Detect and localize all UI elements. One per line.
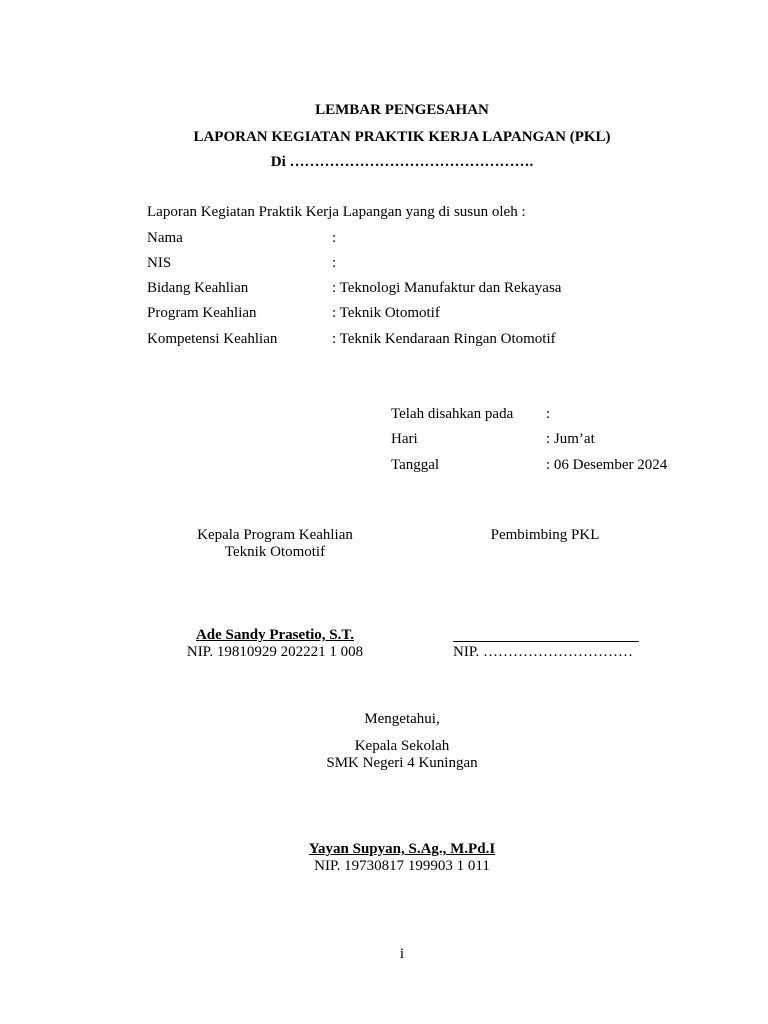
left-signer-nip: NIP. 19810929 202221 1 008 (186, 644, 364, 660)
page-subtitle: LAPORAN KEGIATAN PRAKTIK KERJA LAPANGAN (PKL) (193, 129, 611, 145)
approval-value: : (546, 406, 551, 422)
right-signature-role (440, 527, 650, 544)
approval-label: Tanggal (391, 457, 440, 473)
left-signature-role (155, 527, 395, 561)
head-role-line1: Kepala Sekolah (354, 738, 450, 754)
right-role-line: Pembimbing PKL (490, 527, 600, 543)
page-title: LEMBAR PENGESAHAN (315, 102, 489, 118)
identity-label: NIS (147, 255, 172, 271)
identity-value: : (332, 255, 337, 271)
approval-value: : 06 Desember 2024 (546, 457, 668, 473)
head-signature-name-block (252, 841, 552, 875)
identity-value: : Teknik Otomotif (332, 305, 440, 321)
right-signer-name-blank (453, 627, 639, 642)
head-signer-nip: NIP. 19730817 199903 1 011 (314, 858, 490, 874)
approval-label: Telah disahkan pada (391, 406, 514, 422)
identity-label: Kompetensi Keahlian (147, 331, 278, 347)
left-signer-name: Ade Sandy Prasetio, S.T. (195, 627, 355, 643)
identity-value: : Teknologi Manufaktur dan Rekayasa (332, 280, 562, 296)
page-number: i (399, 946, 405, 962)
identity-label: Bidang Keahlian (147, 280, 249, 296)
approval-label: Hari (391, 431, 418, 447)
identity-value: : Teknik Kendaraan Ringan Otomotif (332, 331, 556, 347)
intro-text: Laporan Kegiatan Praktik Kerja Lapangan yang di susun oleh : (147, 204, 526, 220)
left-signature-name-block (155, 627, 395, 661)
approval-value: : Jum’at (546, 431, 595, 447)
head-signature-role (252, 738, 552, 772)
location-line: Di …………………………………………. (270, 154, 534, 170)
right-signer-nip: NIP. ………………………… (453, 644, 634, 660)
acknowledge-text: Mengetahui, (364, 711, 440, 727)
left-role-line2: Teknik Otomotif (224, 544, 326, 560)
head-role-line2: SMK Negeri 4 Kuningan (326, 755, 478, 771)
identity-label: Program Keahlian (147, 305, 257, 321)
identity-value: : (332, 230, 337, 246)
left-role-line1: Kepala Program Keahlian (197, 527, 353, 543)
identity-label: Nama (147, 230, 183, 246)
head-signer-name: Yayan Supyan, S.Ag., M.Pd.I (308, 841, 496, 857)
